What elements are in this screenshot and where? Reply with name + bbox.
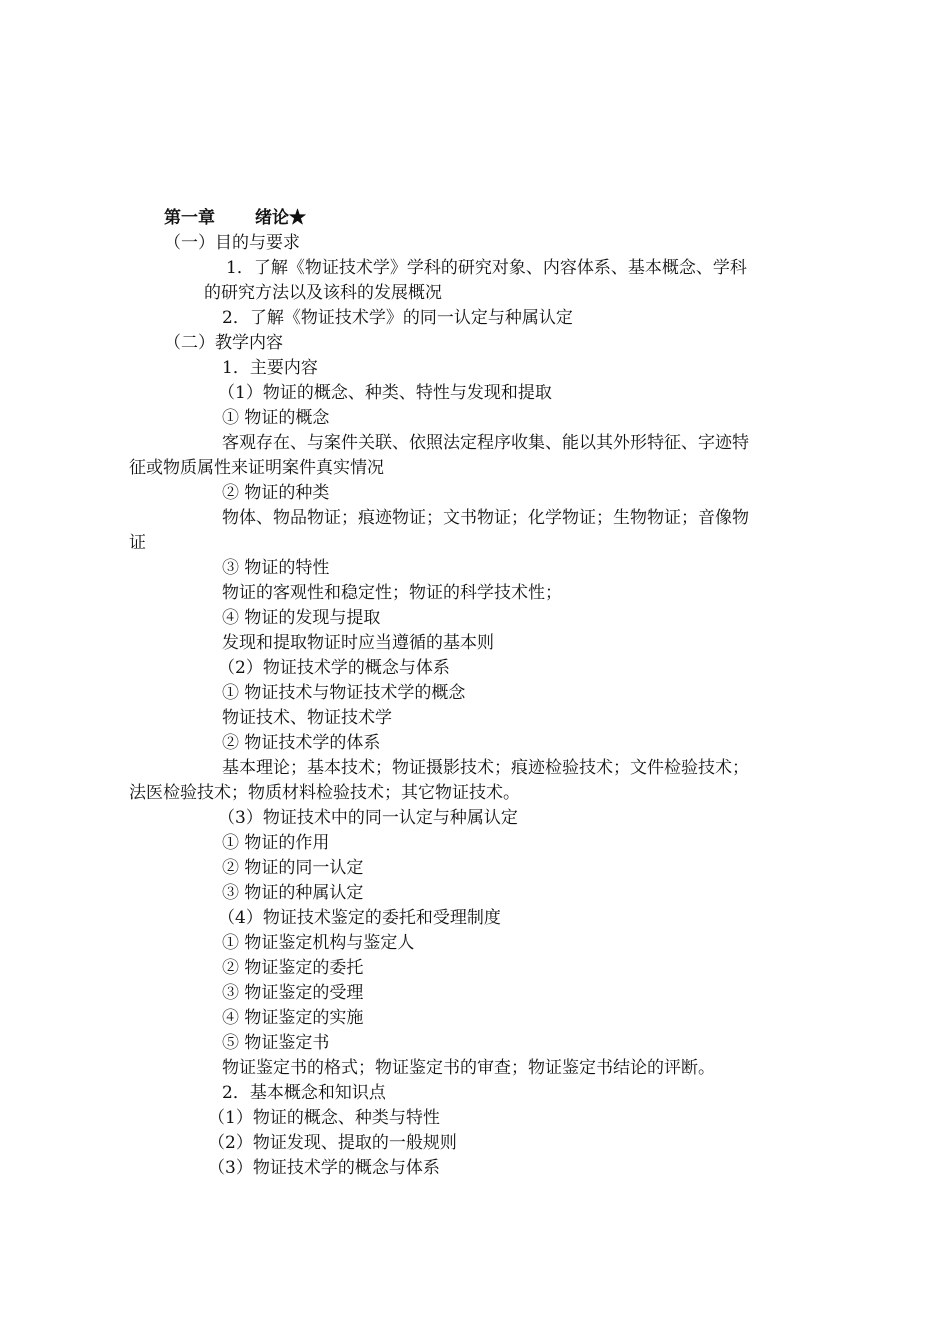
paragraph-line: 的研究方法以及该科的发展概况 [204, 283, 442, 303]
item-heading: ③ 物证的特性 [222, 558, 330, 578]
paragraph-line: 法医检验技术；物质材料检验技术；其它物证技术。 [129, 783, 520, 803]
item-heading: ② 物证的种类 [222, 483, 330, 503]
paragraph-line: 物证技术、物证技术学 [222, 708, 392, 728]
item-heading: ③ 物证的种属认定 [222, 883, 364, 903]
item-heading: ② 物证技术学的体系 [222, 733, 381, 753]
chapter-heading [164, 206, 306, 231]
paragraph-line: 客观存在、与案件关联、依照法定程序收集、能以其外形特征、字迹特 [222, 433, 749, 453]
section-heading: （二）教学内容 [164, 333, 283, 353]
paragraph-line: 物体、物品物证；痕迹物证；文书物证；化学物证；生物物证；音像物 [222, 508, 749, 528]
chapter-number: 第一章 [164, 208, 215, 228]
subsection-heading: 2．基本概念和知识点 [222, 1083, 386, 1103]
topic-heading: （2）物证发现、提取的一般规则 [208, 1133, 457, 1153]
paragraph-line: 物证的客观性和稳定性；物证的科学技术性； [222, 583, 562, 603]
subsection-heading: 1．主要内容 [222, 358, 318, 378]
item-heading: ① 物证的作用 [222, 833, 330, 853]
item-heading: ① 物证鉴定机构与鉴定人 [222, 933, 415, 953]
item-heading: ⑤ 物证鉴定书 [222, 1033, 330, 1053]
paragraph-line: 1．了解《物证技术学》学科的研究对象、内容体系、基本概念、学科 [226, 258, 747, 278]
paragraph-line: 证 [129, 533, 146, 553]
topic-heading: （4）物证技术鉴定的委托和受理制度 [218, 908, 501, 928]
topic-heading: （3）物证技术学的概念与体系 [208, 1158, 440, 1178]
topic-heading: （3）物证技术中的同一认定与种属认定 [218, 808, 518, 828]
chapter-title: 绪论★ [255, 208, 306, 228]
paragraph-line: 2．了解《物证技术学》的同一认定与种属认定 [222, 308, 573, 328]
paragraph-line: 基本理论；基本技术；物证摄影技术；痕迹检验技术；文件检验技术； [222, 758, 749, 778]
item-heading: ③ 物证鉴定的受理 [222, 983, 364, 1003]
item-heading: ④ 物证的发现与提取 [222, 608, 381, 628]
paragraph-line: 征或物质属性来证明案件真实情况 [129, 458, 384, 478]
item-heading: ① 物证的概念 [222, 408, 330, 428]
item-heading: ② 物证鉴定的委托 [222, 958, 364, 978]
topic-heading: （2）物证技术学的概念与体系 [218, 658, 450, 678]
topic-heading: （1）物证的概念、种类、特性与发现和提取 [218, 383, 552, 403]
item-heading: ② 物证的同一认定 [222, 858, 364, 878]
paragraph-line: 发现和提取物证时应当遵循的基本则 [222, 633, 494, 653]
item-heading: ④ 物证鉴定的实施 [222, 1008, 364, 1028]
paragraph-line: 物证鉴定书的格式；物证鉴定书的审查；物证鉴定书结论的评断。 [222, 1058, 715, 1078]
section-heading: （一）目的与要求 [164, 233, 300, 253]
topic-heading: （1）物证的概念、种类与特性 [208, 1108, 440, 1128]
item-heading: ① 物证技术与物证技术学的概念 [222, 683, 466, 703]
